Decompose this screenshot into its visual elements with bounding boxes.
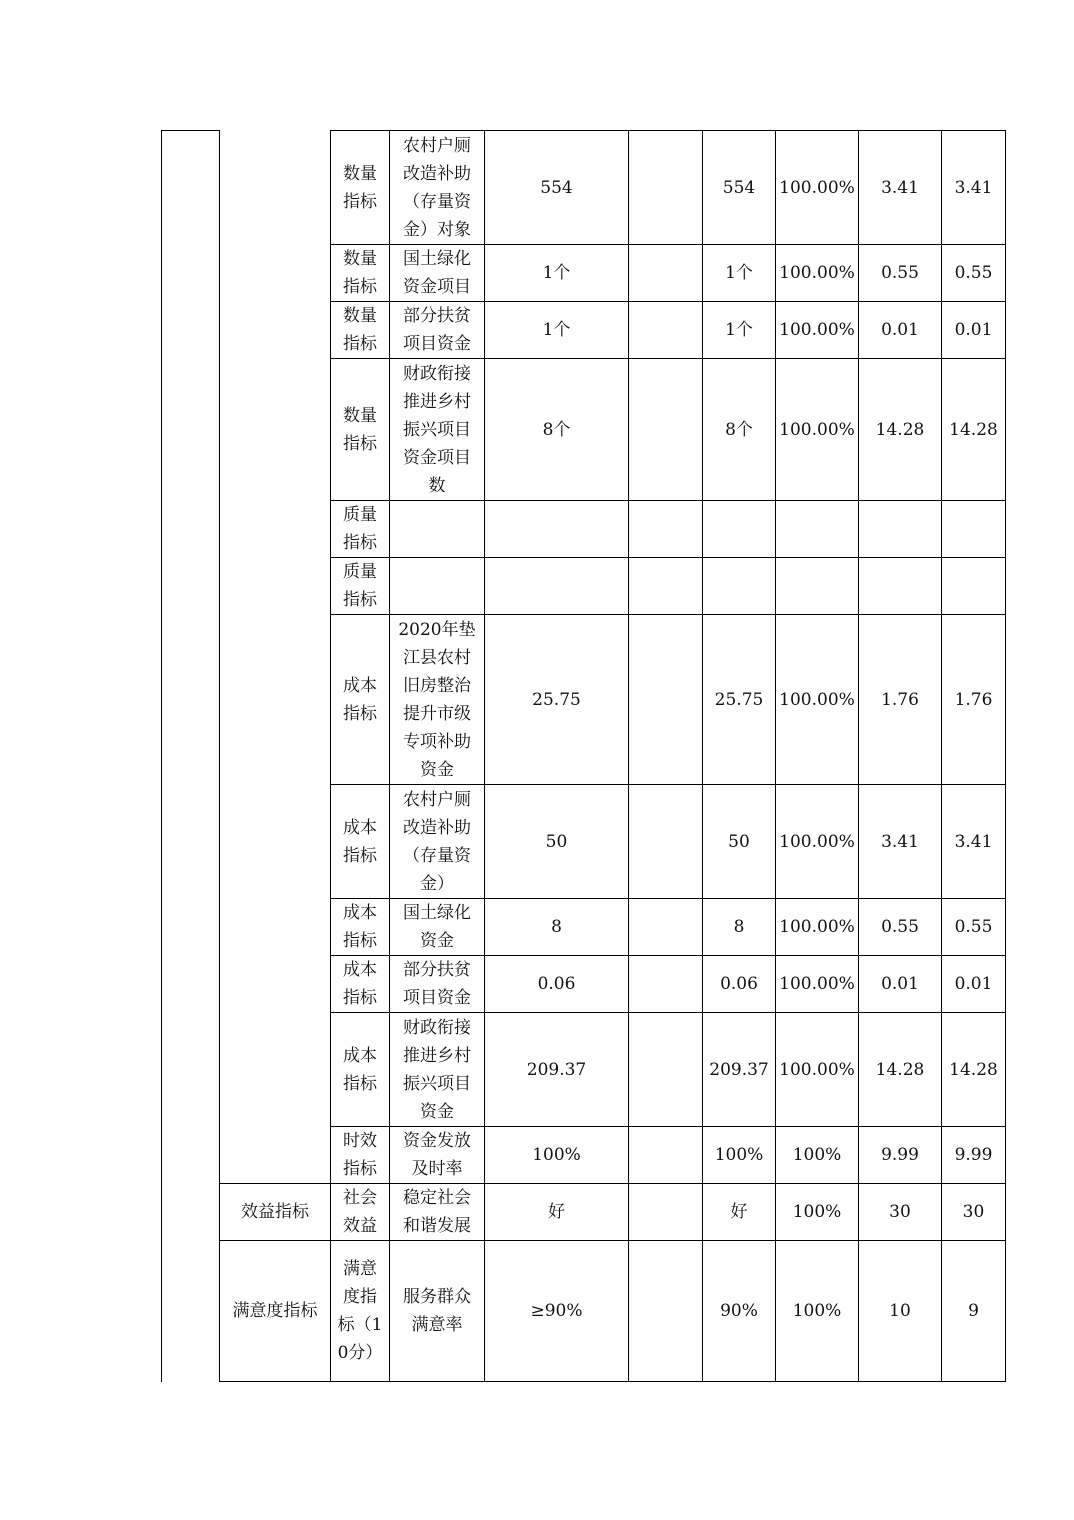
dim-text: 数量指标 bbox=[343, 163, 377, 212]
row-4-score bbox=[942, 501, 1005, 557]
row-7-rate: 100.00% bbox=[779, 831, 855, 852]
dim-text: 时效指标 bbox=[343, 1131, 377, 1179]
row-9-rate: 100.00% bbox=[779, 974, 855, 994]
row-13-name bbox=[390, 1241, 484, 1381]
row-0-score: 3.41 bbox=[954, 177, 993, 198]
dim-text: 质量指标 bbox=[343, 505, 377, 553]
row-11-name bbox=[390, 1127, 484, 1183]
row-10-actual: 209.37 bbox=[709, 1059, 769, 1080]
row-4-target bbox=[485, 501, 628, 557]
dim-text: 数量指标 bbox=[343, 306, 377, 354]
row-13-score: 9 bbox=[968, 1301, 979, 1321]
row-4-weight bbox=[859, 501, 941, 557]
row-13-dim bbox=[331, 1241, 389, 1381]
row-8-rate: 100.00% bbox=[779, 917, 855, 937]
name-text: 农村户厕改造补助（存量资金）对象 bbox=[403, 135, 471, 240]
row-13-rate: 100% bbox=[792, 1301, 842, 1321]
row-12-target: 好 bbox=[548, 1202, 565, 1222]
row-6-rate: 100.00% bbox=[779, 689, 855, 710]
row-4-actual bbox=[703, 501, 775, 557]
row-1-rate: 100.00% bbox=[779, 263, 855, 283]
row-13-weight: 10 bbox=[889, 1301, 911, 1321]
row-13-actual: 90% bbox=[720, 1301, 758, 1321]
row-11-rate: 100% bbox=[792, 1145, 842, 1165]
row-1-weight: 0.55 bbox=[881, 263, 919, 283]
row-10-rate: 100.00% bbox=[779, 1059, 855, 1080]
row-11-dim bbox=[331, 1127, 389, 1183]
row-4-name bbox=[390, 501, 484, 557]
row-6-name bbox=[390, 615, 484, 784]
dim-text: 质量指标 bbox=[343, 562, 377, 610]
row-10-dim bbox=[331, 1013, 389, 1126]
name-text: 部分扶贫项目资金 bbox=[403, 960, 471, 1008]
row-12-name bbox=[390, 1184, 484, 1240]
row-1-target: 1个 bbox=[542, 263, 571, 283]
row-9-weight: 0.01 bbox=[881, 974, 919, 994]
row-0-target: 554 bbox=[540, 177, 573, 198]
row-4-rate bbox=[776, 501, 858, 557]
row-0-dim bbox=[331, 131, 389, 244]
row-3-weight: 14.28 bbox=[875, 419, 925, 440]
row-5-rate bbox=[776, 558, 858, 614]
row-9-target: 0.06 bbox=[537, 974, 576, 994]
row-6-weight: 1.76 bbox=[881, 689, 919, 710]
dim-text: 社会效益 bbox=[343, 1188, 377, 1236]
row-5-dim bbox=[331, 558, 389, 614]
row-5-name bbox=[390, 558, 484, 614]
row-12-weight: 30 bbox=[889, 1202, 911, 1222]
row-7-weight: 3.41 bbox=[881, 831, 919, 852]
row-8-dim bbox=[331, 899, 389, 955]
row-9-dim bbox=[331, 956, 389, 1012]
row-2-target: 1个 bbox=[542, 320, 571, 340]
row-2-rate: 100.00% bbox=[779, 320, 855, 340]
row-3-score: 14.28 bbox=[949, 419, 998, 440]
row-7-target: 50 bbox=[545, 831, 568, 852]
row-6-score: 1.76 bbox=[954, 689, 993, 710]
row-11-score: 9.99 bbox=[954, 1145, 993, 1165]
row-1-name bbox=[390, 245, 484, 301]
row-2-weight: 0.01 bbox=[881, 320, 919, 340]
name-text: 2020年垫江县农村旧房整治提升市级专项补助资金 bbox=[398, 619, 476, 780]
row-0-actual: 554 bbox=[722, 177, 756, 198]
group-satisfaction: 满意度指标 bbox=[232, 1301, 318, 1321]
row-12-rate: 100% bbox=[792, 1202, 842, 1222]
dim-text: 成本指标 bbox=[343, 817, 377, 866]
dim-text: 成本指标 bbox=[343, 675, 377, 724]
row-8-actual: 8 bbox=[733, 917, 745, 937]
row-7-name bbox=[390, 785, 484, 898]
name-text: 农村户厕改造补助（存量资金） bbox=[403, 789, 471, 894]
row-7-actual: 50 bbox=[728, 831, 750, 852]
row-0-weight: 3.41 bbox=[881, 177, 919, 198]
row-2-dim bbox=[331, 302, 389, 358]
row-1-actual: 1个 bbox=[725, 263, 753, 283]
row-3-rate: 100.00% bbox=[779, 419, 855, 440]
row-10-weight: 14.28 bbox=[875, 1059, 925, 1080]
row-6-dim bbox=[331, 615, 389, 784]
row-0-name bbox=[390, 131, 484, 244]
name-text: 国土绿化资金项目 bbox=[403, 249, 471, 297]
row-5-weight bbox=[859, 558, 941, 614]
dim-text: 成本指标 bbox=[343, 960, 377, 1008]
row-10-target: 209.37 bbox=[526, 1059, 587, 1080]
row-12-score: 30 bbox=[962, 1202, 985, 1222]
row-1-score: 0.55 bbox=[954, 263, 993, 283]
row-5-actual bbox=[703, 558, 775, 614]
name-text: 资金发放及时率 bbox=[403, 1131, 471, 1179]
row-2-name bbox=[390, 302, 484, 358]
row-3-dim bbox=[331, 359, 389, 500]
row-7-score: 3.41 bbox=[954, 831, 993, 852]
row-1-dim bbox=[331, 245, 389, 301]
row-8-weight: 0.55 bbox=[881, 917, 919, 937]
row-6-actual: 25.75 bbox=[714, 689, 764, 710]
dim-text: 成本指标 bbox=[343, 903, 377, 951]
row-11-weight: 9.99 bbox=[881, 1145, 919, 1165]
row-3-actual: 8个 bbox=[725, 419, 753, 440]
row-5-score bbox=[942, 558, 1005, 614]
row-8-name bbox=[390, 899, 484, 955]
row-8-score: 0.55 bbox=[954, 917, 993, 937]
row-8-target: 8 bbox=[551, 917, 562, 937]
group-benefit: 效益指标 bbox=[241, 1202, 309, 1222]
name-text: 国土绿化资金 bbox=[403, 903, 471, 951]
name-text: 服务群众满意率 bbox=[403, 1287, 471, 1335]
row-12-actual: 好 bbox=[730, 1202, 748, 1222]
row-4-dim bbox=[331, 501, 389, 557]
row-6-target: 25.75 bbox=[532, 689, 581, 710]
name-text: 部分扶贫项目资金 bbox=[403, 306, 471, 354]
row-3-name bbox=[390, 359, 484, 500]
row-10-name bbox=[390, 1013, 484, 1126]
row-9-name bbox=[390, 956, 484, 1012]
row-2-actual: 1个 bbox=[725, 320, 753, 340]
row-12-dim bbox=[331, 1184, 389, 1240]
dim-text: 满意度指标（10分） bbox=[337, 1259, 383, 1363]
row-3-target: 8个 bbox=[542, 419, 571, 440]
row-11-target: 100% bbox=[532, 1145, 581, 1165]
row-2-score: 0.01 bbox=[954, 320, 993, 340]
row-9-score: 0.01 bbox=[954, 974, 993, 994]
dim-text: 数量指标 bbox=[343, 249, 377, 297]
name-text: 稳定社会和谐发展 bbox=[403, 1188, 471, 1236]
name-text: 财政衔接推进乡村振兴项目资金 bbox=[403, 1017, 471, 1122]
row-13-target: ≥90% bbox=[530, 1301, 583, 1321]
row-9-actual: 0.06 bbox=[720, 974, 758, 994]
name-text: 财政衔接推进乡村振兴项目资金项目数 bbox=[403, 363, 471, 496]
row-5-target bbox=[485, 558, 628, 614]
row-10-score: 14.28 bbox=[949, 1059, 998, 1080]
row-7-dim bbox=[331, 785, 389, 898]
row-11-actual: 100% bbox=[714, 1145, 764, 1165]
dim-text: 数量指标 bbox=[343, 405, 377, 454]
dim-text: 成本指标 bbox=[343, 1045, 377, 1094]
row-0-rate: 100.00% bbox=[779, 177, 855, 198]
